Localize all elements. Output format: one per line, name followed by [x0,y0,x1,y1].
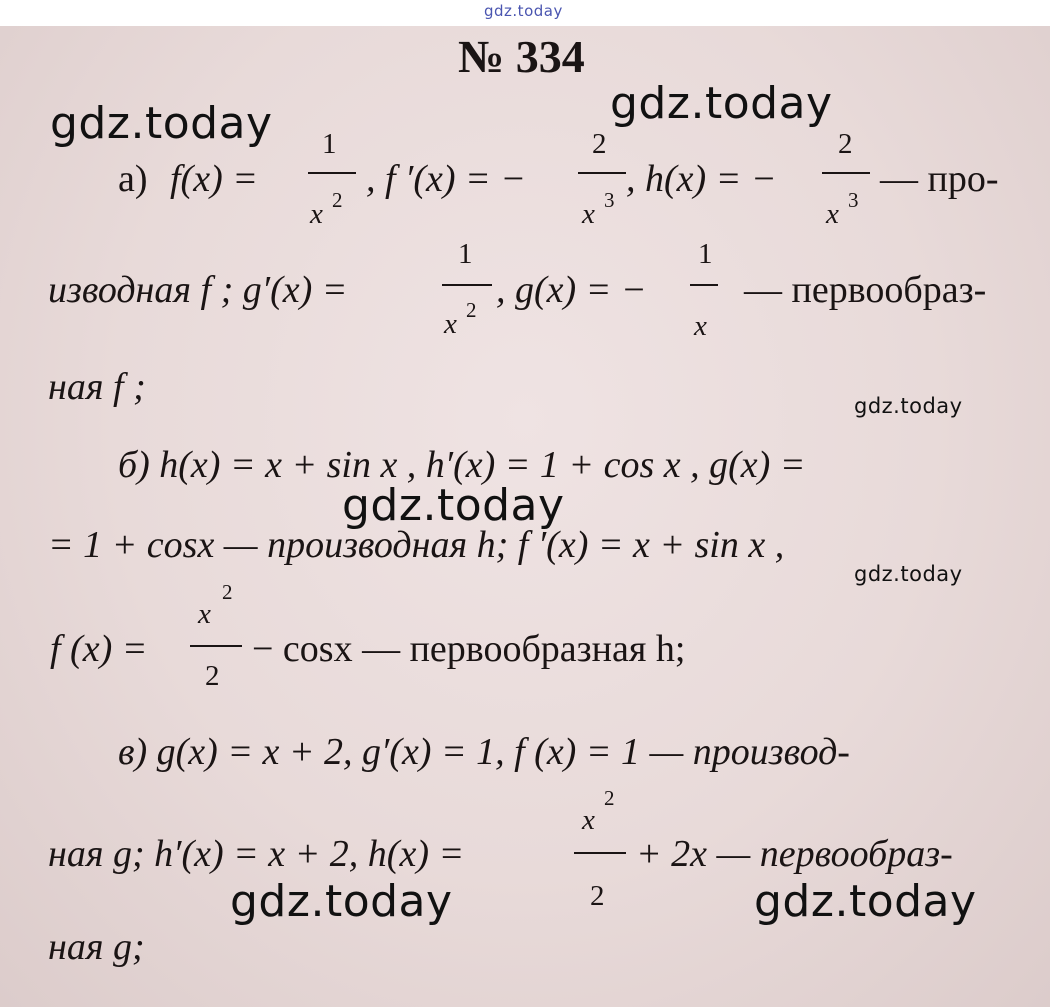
part-c-tail: + 2x — первообраз- [636,833,953,875]
part-a-h-exp: 3 [848,188,859,212]
part-a-fp-lhs: , f ′(x) = − [366,158,526,200]
part-b-f-exp: 2 [222,580,233,604]
watermark: gdz.today [854,394,963,418]
watermark: gdz.today [50,98,273,149]
part-a-h-lhs: , h(x) = − [626,158,777,200]
part-a-h-bar [822,172,870,174]
watermark: gdz.today [610,78,833,129]
part-c-h-bar [574,852,626,854]
part-a-gp-den: x [444,308,457,340]
part-b-line1: б) h(x) = x + sin x , h′(x) = 1 + cos x , g(x) = [118,444,806,486]
watermark-top: gdz.today [484,2,563,20]
part-a-gp-exp: 2 [466,298,477,322]
watermark: gdz.today [854,562,963,586]
part-b-line2: = 1 + cosx — производная h; f ′(x) = x + sin x , [48,524,785,566]
part-a-line3: ная f ; [48,366,146,408]
part-a-f-den: x [310,198,323,230]
part-a-h-den: x [826,198,839,230]
part-a-g-num: 1 [698,238,713,270]
part-a-fp-bar [578,172,626,174]
part-a-f-exp: 2 [332,188,343,212]
part-b-tail: − cosx — первообразная h; [252,628,686,670]
part-a-gp-bar [442,284,492,286]
part-c-h-exp: 2 [604,786,615,810]
part-b-f-bar [190,645,242,647]
part-a-fp-exp: 3 [604,188,615,212]
part-c-h-den: 2 [590,880,605,912]
part-b-f-num: x [198,598,211,630]
part-a-f-num: 1 [322,128,337,160]
part-b-f-den: 2 [205,660,220,692]
problem-number: № 334 [458,31,585,82]
part-a-fp-den: x [582,198,595,230]
watermark: gdz.today [342,480,565,531]
part-c-line1: в) g(x) = x + 2, g′(x) = 1, f (x) = 1 — производ- [118,731,850,773]
part-c-line2-start: ная g; h′(x) = x + 2, h(x) = [48,833,465,875]
part-a-line2-start: изводная f ; g′(x) = [48,269,348,311]
part-a-g-bar [690,284,718,286]
part-c-line3: ная g; [48,926,145,968]
watermark: gdz.today [754,876,977,927]
part-a-f-bar [308,172,356,174]
part-a-label: а) [118,158,148,200]
part-a-tail1: — про- [880,158,999,200]
part-a-gp-num: 1 [458,238,473,270]
part-c-h-num: x [582,804,595,836]
part-a-fp-num: 2 [592,128,607,160]
part-a-h-num: 2 [838,128,853,160]
part-a-f-lhs: f(x) = [170,158,258,200]
part-a-g-lhs: , g(x) = − [496,269,647,311]
watermark: gdz.today [230,876,453,927]
part-a-tail2: — первообраз- [744,269,987,311]
part-a-g-den: x [694,310,707,342]
part-b-f-lhs: f (x) = [50,628,148,670]
